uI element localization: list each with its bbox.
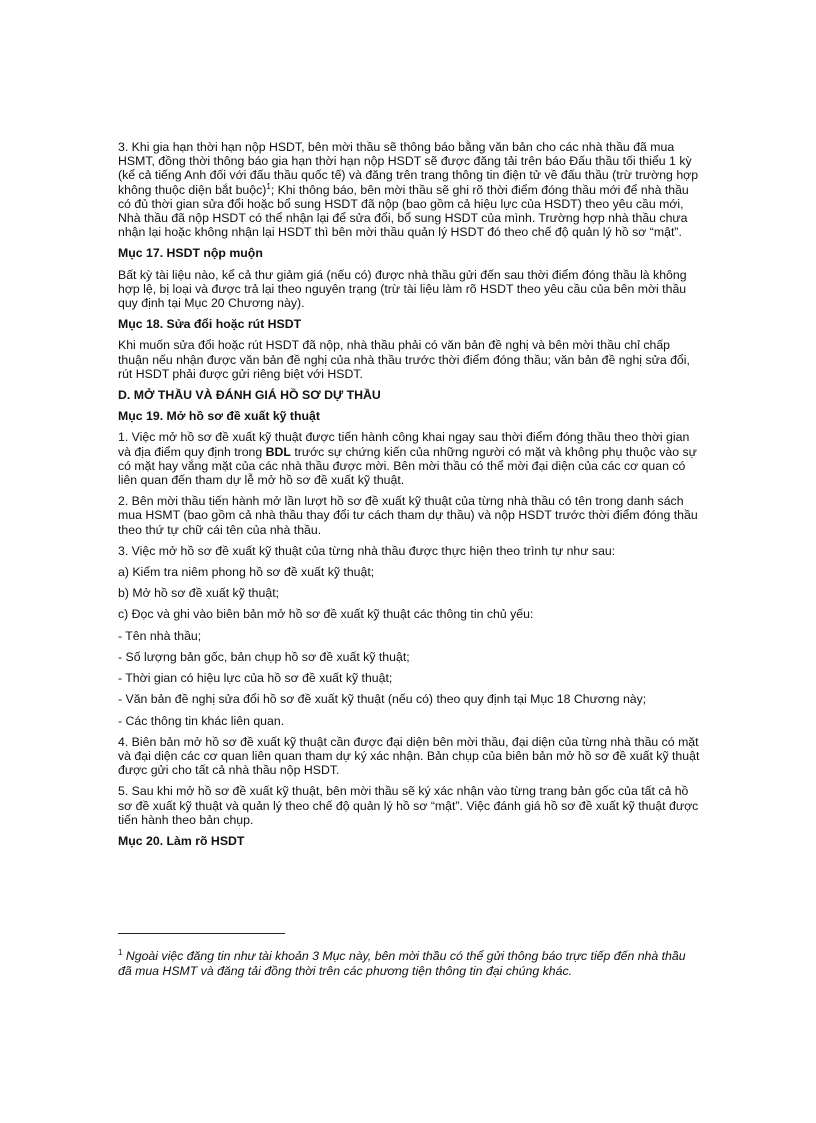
list-item-a: a) Kiểm tra niêm phong hồ sơ đề xuất kỹ thuật;	[118, 565, 375, 580]
paragraph-muc-19-1: 1. Việc mở hồ sơ đề xuất kỹ thuật được tiến hành công khai ngay sau thời điểm đóng thầu theo thời gian và địa điểm quy định trong BDL trước sự chứng kiến của những người có mặt và không phụ thuộc vào sự có mặt hay vắng mặt của các nhà thầu được mời. Bên mời thầu có thể mời đại diện của các cơ quan có liên quan đến tham dự lễ mở hồ sơ đề xuất kỹ thuật.	[118, 430, 697, 488]
paragraph-muc-19-5: 5. Sau khi mở hồ sơ đề xuất kỹ thuật, bên mời thầu sẽ ký xác nhận vào từng trang bản gốc của tất cả hồ sơ đề xuất kỹ thuật và quản lý theo chế độ quản lý hồ sơ “mật”. Việc đánh giá hồ sơ đề xuất kỹ thuật được tiến hành theo bản chụp.	[118, 784, 699, 827]
list-item-b: b) Mở hồ sơ đề xuất kỹ thuật;	[118, 586, 280, 601]
bullet-item: - Các thông tin khác liên quan.	[118, 713, 285, 728]
bullet-item: - Thời gian có hiệu lực của hồ sơ đề xuất kỹ thuật;	[118, 671, 393, 686]
heading-muc-20: Mục 20. Làm rõ HSDT	[118, 833, 245, 848]
footnote-ref[interactable]: 1	[266, 181, 271, 191]
heading-muc-19: Mục 19. Mở hồ sơ đề xuất kỹ thuật	[118, 409, 320, 424]
footnote-number: 1	[118, 947, 123, 957]
paragraph-extension-notice: 3. Khi gia hạn thời hạn nộp HSDT, bên mời thầu sẽ thông báo bằng văn bản cho các nhà thầu đã mua HSMT, đồng thời thông báo gia hạn thời hạn nộp HSDT sẽ được đăng tải trên báo Đấu thầu tối thiểu 1 kỳ (kể cả tiếng Anh đối với đấu thầu quốc tế) và đăng trên trang thông tin điện tử về đấu thầu (trừ trường hợp không thuộc diện bắt buộc)$^1$; Khi thông báo, bên mời thầu sẽ ghi rõ thời điểm đóng thầu mới để nhà thầu có đủ thời gian sửa đổi hoặc bổ sung HSDT đã nộp (bao gồm cả hiệu lực của HSDT) theo yêu cầu mới, Nhà thầu đã nộp HSDT có thể nhận lại để sửa đổi, bổ sung HSDT của mình. Trường hợp nhà thầu chưa nhận lại hoặc không nhận lại HSDT thì bên mời thầu quản lý HSDT đó theo chế độ quản lý hồ sơ “mật”.	[118, 140, 699, 240]
list-item-c: c) Đọc và ghi vào biên bản mở hồ sơ đề xuất kỹ thuật các thông tin chủ yếu:	[118, 607, 534, 622]
paragraph-muc-19-3: 3. Việc mở hồ sơ đề xuất kỹ thuật của từng nhà thầu được thực hiện theo trình tự như sau:	[118, 543, 616, 558]
heading-muc-17: Mục 17. HSDT nộp muộn	[118, 246, 263, 261]
footnote-divider	[118, 933, 285, 934]
page-content	[118, 140, 700, 855]
bullet-item: - Văn bản đề nghị sửa đổi hồ sơ đề xuất kỹ thuật (nếu có) theo quy định tại Mục 18 Chương này;	[118, 692, 647, 707]
bullet-item: - Số lượng bản gốc, bản chụp hồ sơ đề xuất kỹ thuật;	[118, 649, 410, 664]
section-d-heading: D. MỞ THẦU VÀ ĐÁNH GIÁ HỒ SƠ DỰ THẦU	[118, 388, 381, 403]
paragraph-muc-19-4: 4. Biên bản mở hồ sơ đề xuất kỹ thuật cần được đại diện bên mời thầu, đại diện của từng nhà thầu có mặt và đại diện các cơ quan liên quan tham dự ký xác nhận. Bản chụp của biên bản mở hồ sơ đề xuất kỹ thuật được gửi cho tất cả nhà thầu nộp HSDT.	[118, 734, 700, 778]
paragraph-muc-18: Khi muốn sửa đổi hoặc rút HSDT đã nộp, nhà thầu phải có văn bản đề nghị và bên mời thầu chỉ chấp thuận nếu nhận được văn bản đề nghị của nhà thầu trước thời điểm đóng thầu; văn bản đề nghị sửa đổi, rút HSDT phải được gửi riêng biệt với HSDT.	[118, 338, 690, 381]
bullet-item: - Tên nhà thầu;	[118, 628, 202, 643]
footnote-text: Ngoài việc đăng tin như tài khoản 3 Mục này, bên mời thầu có thể gửi thông báo trực tiếp đến nhà thầu đã mua HSMT và đăng tải đồng thời trên các phương tiện thông tin đại chúng khác.	[118, 949, 686, 978]
footnote	[118, 949, 700, 978]
paragraph-muc-19-2: 2. Bên mời thầu tiến hành mở lần lượt hồ sơ đề xuất kỹ thuật của từng nhà thầu có tên trong danh sách mua HSMT (bao gồm cả nhà thầu thay đổi tư cách tham dự thầu) và nộp HSDT trước thời điểm đóng thầu theo thứ tự chữ cái tên của nhà thầu.	[118, 494, 698, 537]
paragraph-muc-17: Bất kỳ tài liệu nào, kể cả thư giảm giá (nếu có) được nhà thầu gửi đến sau thời điểm đóng thầu là không hợp lệ, bị loại và được trả lại theo nguyên trạng (trừ tài liệu làm rõ HSDT theo yêu cầu của bên mời thầu quy định tại Mục 20 Chương này).	[118, 267, 687, 311]
heading-muc-18: Mục 18. Sửa đổi hoặc rút HSDT	[118, 317, 302, 332]
bdl-term: BDL	[265, 444, 291, 459]
